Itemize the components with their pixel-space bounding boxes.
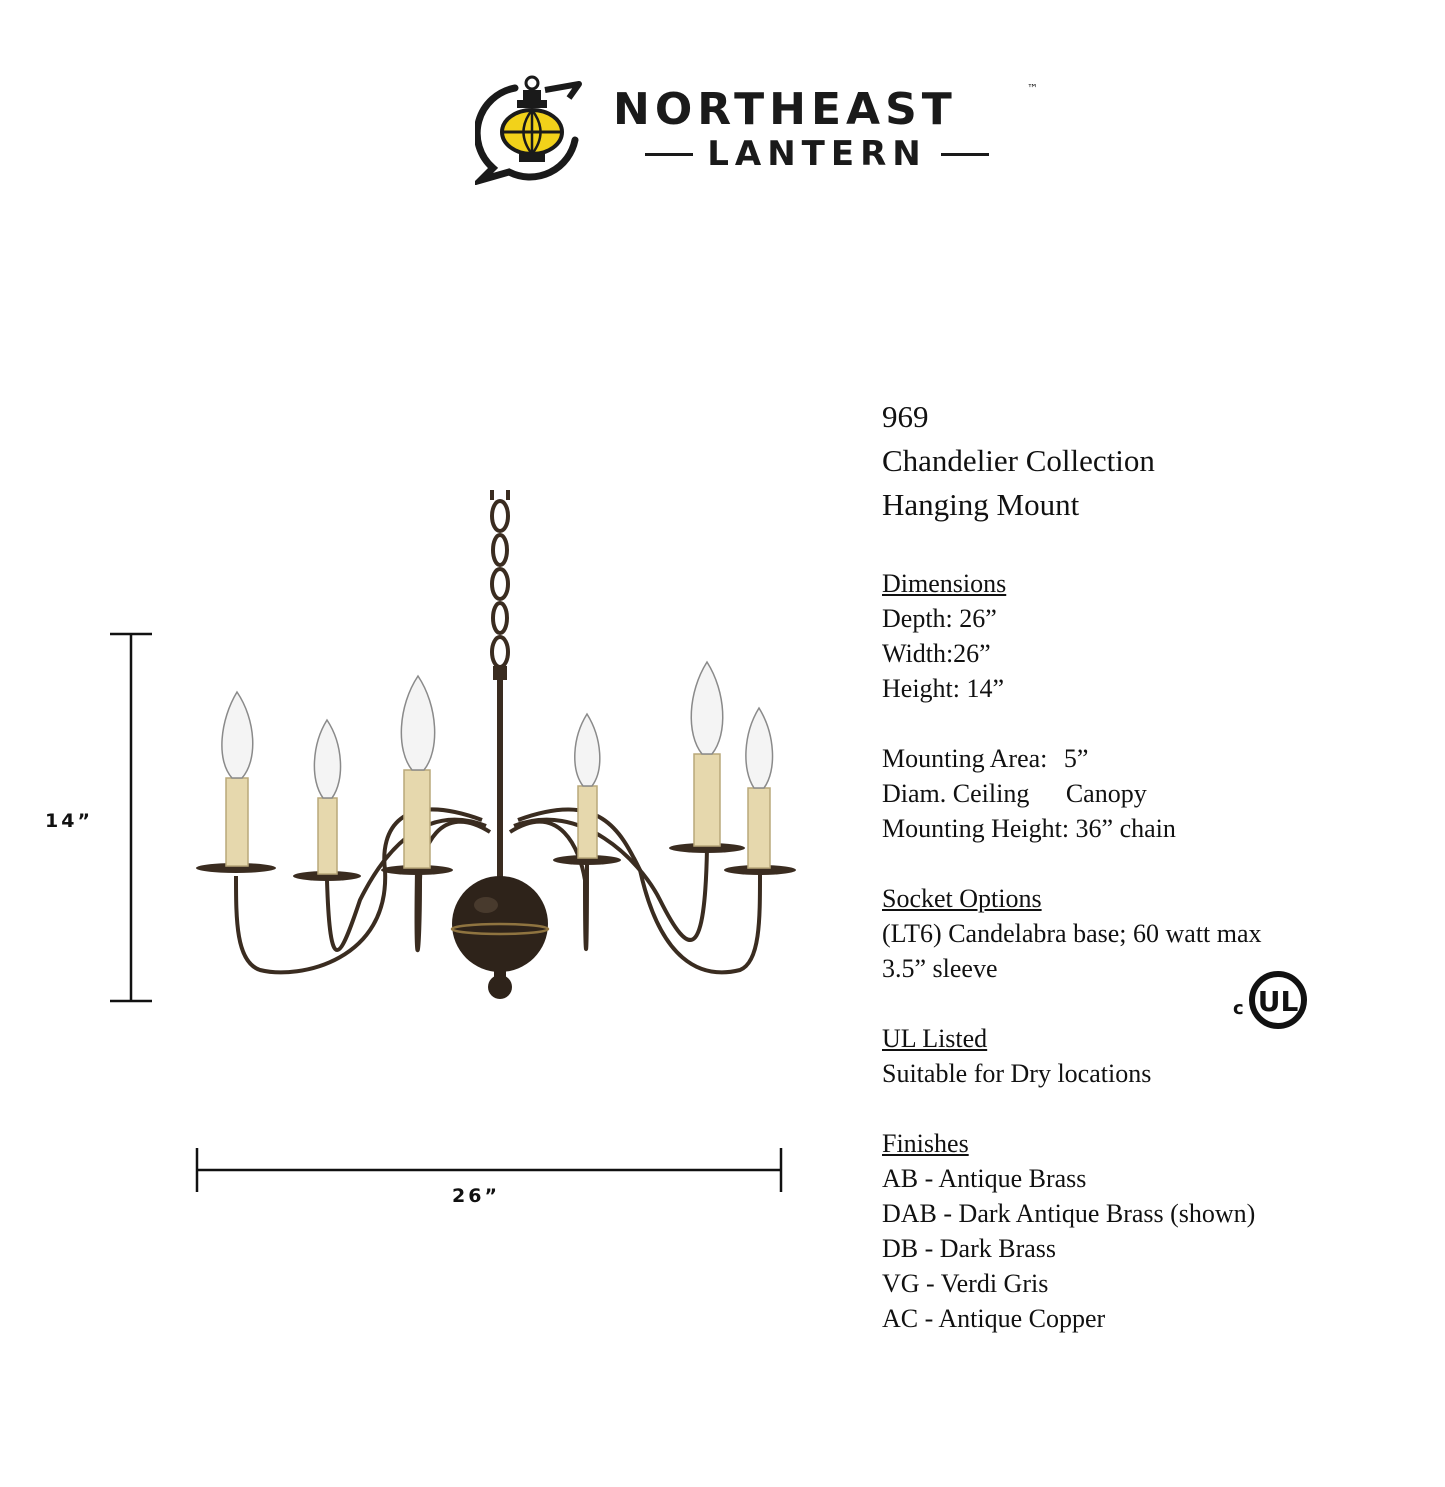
width-spec: Width:26” <box>882 639 991 668</box>
ul-mark-c: c <box>1233 998 1244 1019</box>
product-specifications <box>882 395 1422 1336</box>
socket-base-spec: (LT6) Candelabra base; 60 watt max <box>882 919 1262 948</box>
ul-listed-mark-icon <box>1230 970 1312 1032</box>
model-number: 969 <box>882 399 929 434</box>
dimensions-heading: Dimensions <box>882 569 1007 598</box>
mounting-area-label: Mounting Area: <box>882 744 1048 773</box>
chandelier-chain <box>492 490 508 667</box>
finish-item: AB - Antique Brass <box>882 1164 1087 1193</box>
brand-name-lantern-row <box>613 134 1021 174</box>
brand-name-lantern: LANTERN <box>707 134 927 174</box>
mounting-area-value: 5” <box>1063 744 1089 773</box>
sleeve-spec: 3.5” sleeve <box>882 954 998 983</box>
ul-mark-letters: UL <box>1257 985 1299 1018</box>
chandelier-image <box>0 470 840 1240</box>
width-dimension-label: 26” <box>452 1185 500 1207</box>
height-dimension-label: 14” <box>45 810 93 832</box>
collection-name: Chandelier Collection <box>882 443 1155 478</box>
ul-listed-heading: UL Listed <box>882 1024 988 1053</box>
depth-spec: Depth: 26” <box>882 604 997 633</box>
diam-ceiling-label: Diam. Ceiling <box>882 779 1030 808</box>
canopy-row <box>882 776 1422 811</box>
mounting-area-row <box>882 741 1422 776</box>
height-dimension-line <box>110 634 152 1001</box>
lantern-logo-icon <box>475 70 590 185</box>
product-figure <box>0 470 840 1240</box>
height-spec: Height: 14” <box>882 674 1005 703</box>
finish-item: DAB - Dark Antique Brass (shown) <box>882 1199 1256 1228</box>
mount-type: Hanging Mount <box>882 487 1080 522</box>
brand-name-northeast: NORTHEAST <box>613 84 957 135</box>
trademark-symbol: ™ <box>1027 82 1038 95</box>
brand-logo <box>475 70 1055 190</box>
mounting-height-spec: Mounting Height: 36” chain <box>882 814 1176 843</box>
dry-locations-spec: Suitable for Dry locations <box>882 1059 1152 1088</box>
brand-dash-right <box>941 153 989 156</box>
finish-item: DB - Dark Brass <box>882 1234 1057 1263</box>
finish-item: AC - Antique Copper <box>882 1304 1106 1333</box>
finishes-heading: Finishes <box>882 1129 969 1158</box>
center-ball <box>452 876 548 999</box>
finish-item: VG - Verdi Gris <box>882 1269 1049 1298</box>
canopy-label: Canopy <box>1065 779 1147 808</box>
brand-dash-left <box>645 153 693 156</box>
socket-options-heading: Socket Options <box>882 884 1042 913</box>
